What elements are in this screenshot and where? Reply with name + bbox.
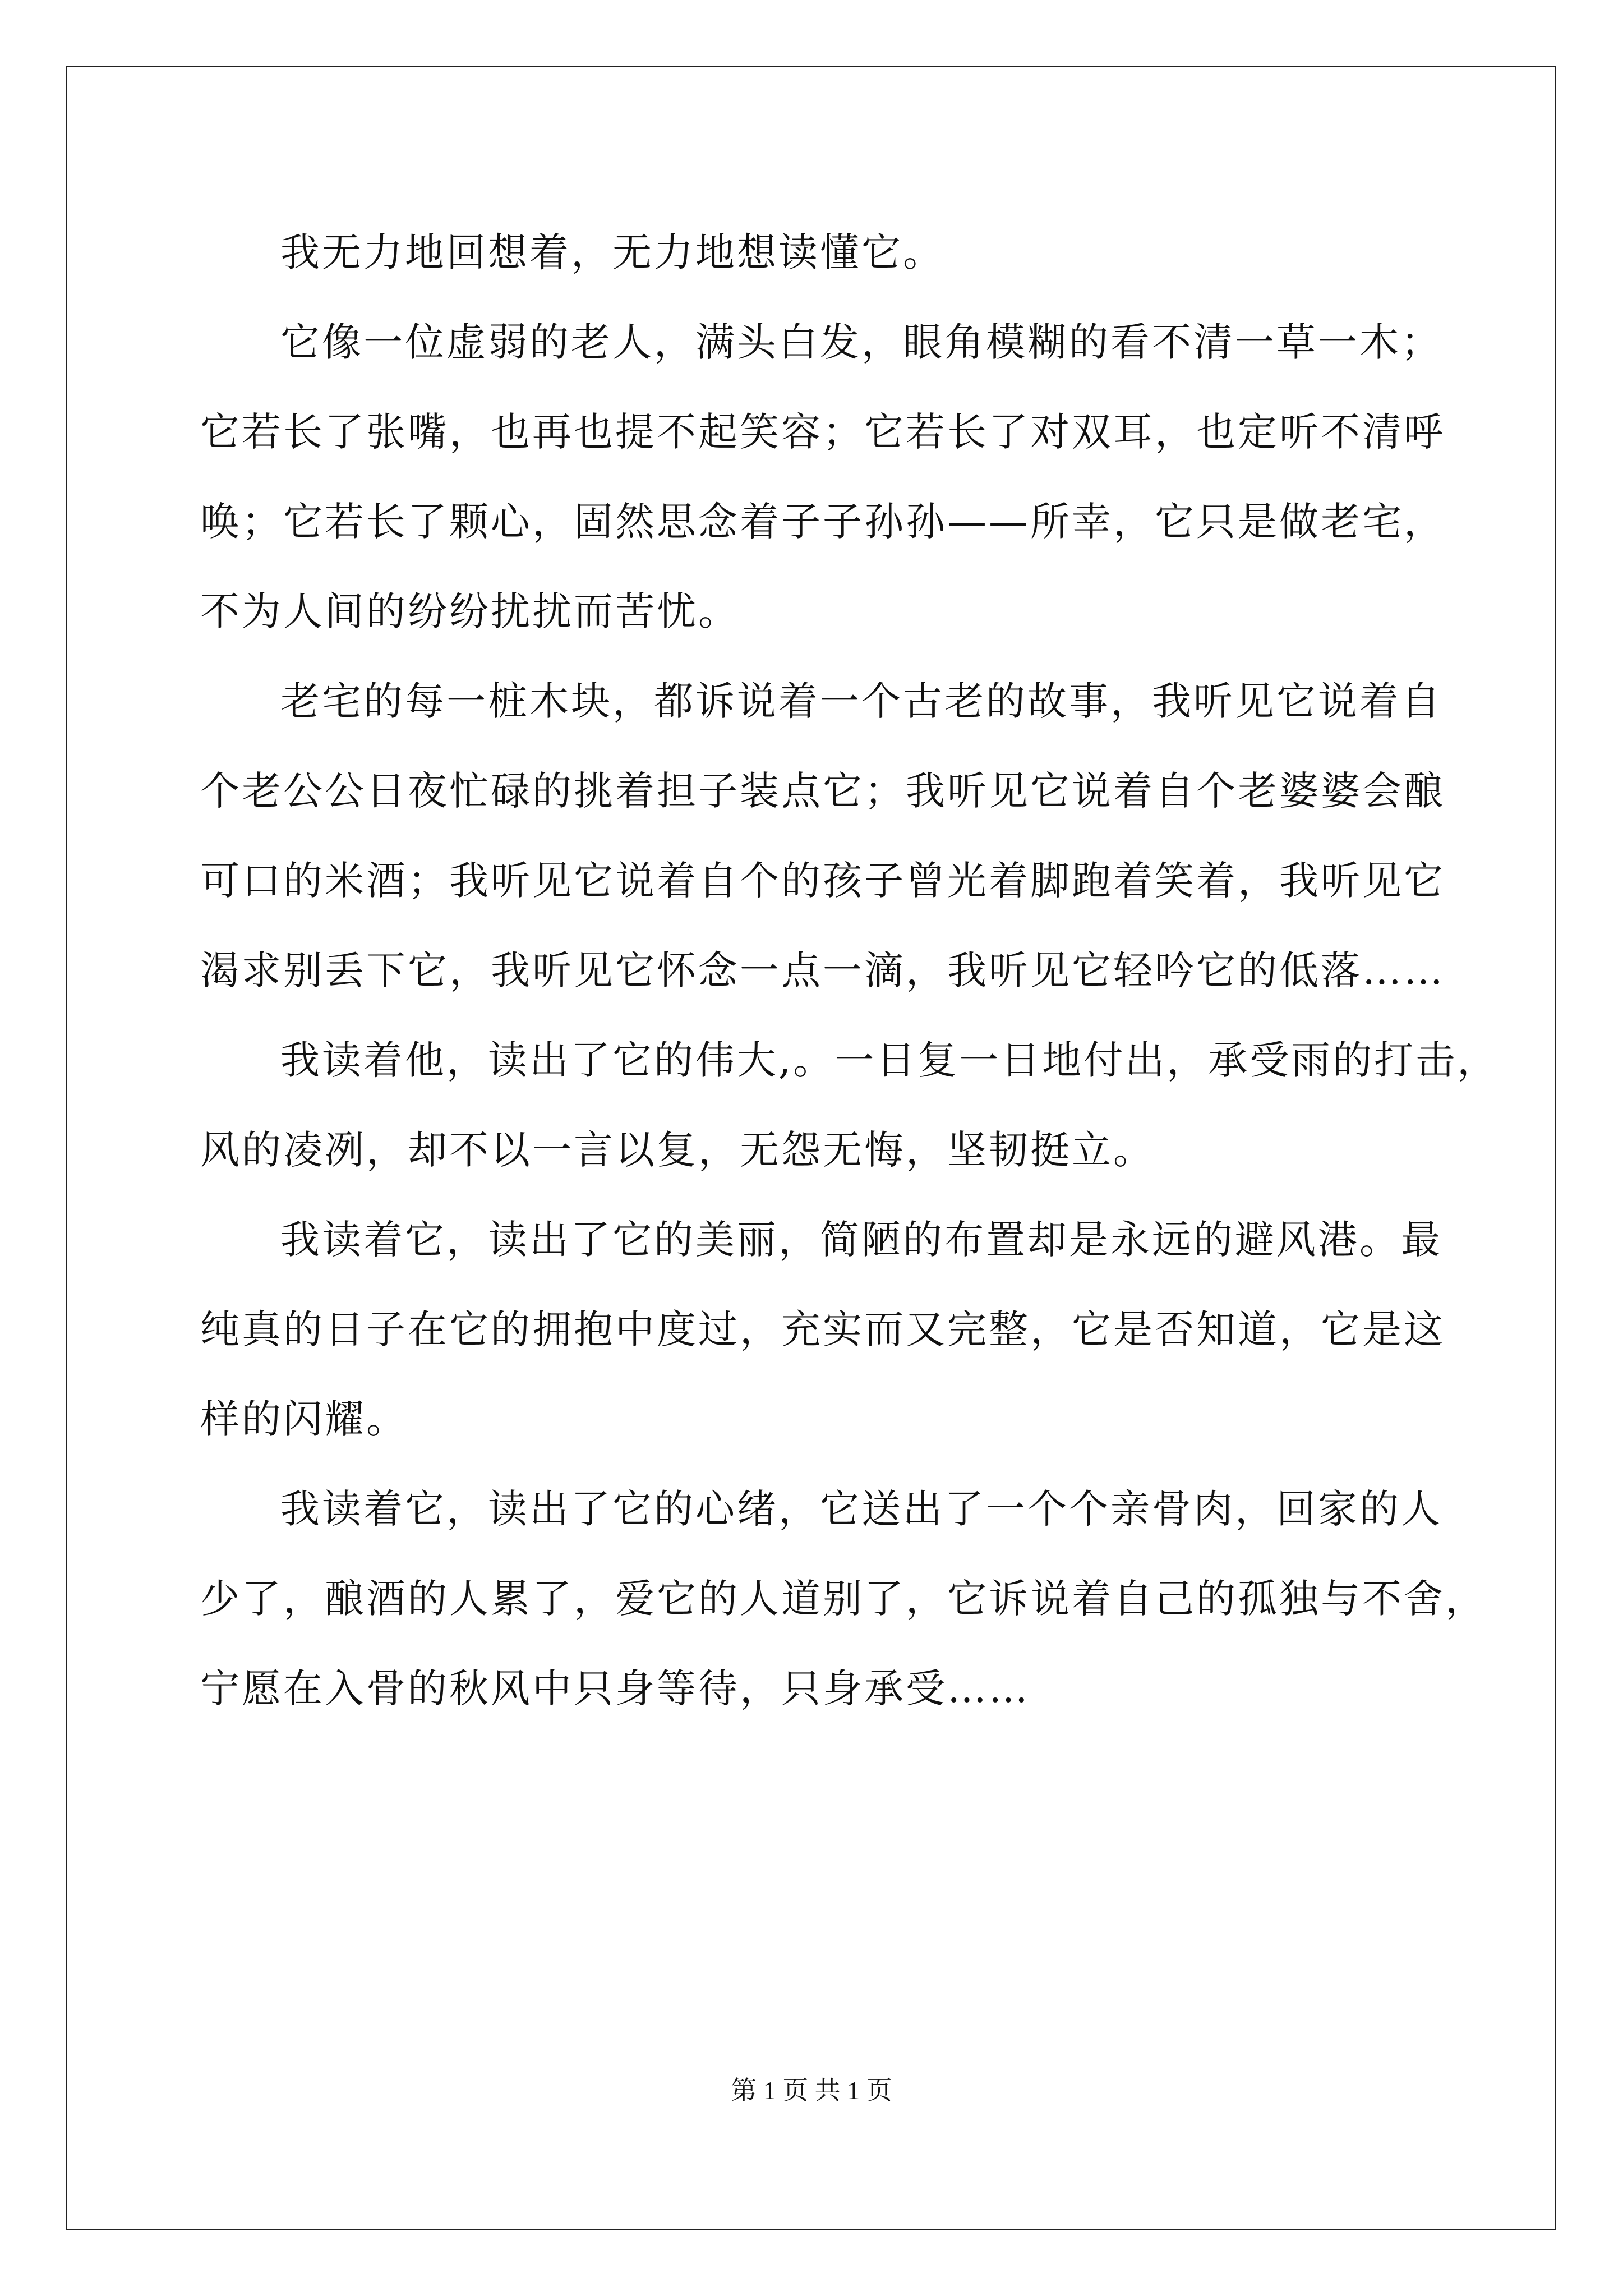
text-line: 个老公公日夜忙碌的挑着担子装点它；我听见它说着自个老婆婆会酿 [200,768,1445,814]
document-body [200,208,1499,1733]
text-line: 老宅的每一桩木块，都诉说着一个古老的故事，我听见它说着自 [280,678,1442,724]
text-line: 我无力地回想着，无力地想读懂它。 [280,229,944,275]
text-line: 风的凌冽，却不以一言以复，无怨无悔，坚韧挺立。 [200,1127,1155,1173]
text-line: 它像一位虚弱的老人，满头白发，眼角模糊的看不清一草一木； [280,319,1442,365]
text-line: 可口的米酒；我听见它说着自个的孩子曾光着脚跑着笑着，我听见它 [200,858,1445,904]
text-line: 唤；它若长了颗心，固然思念着子子孙孙——所幸，它只是做老宅， [200,499,1445,545]
text-line: 我读着他，读出了它的伟大,。一日复一日地付出，承受雨的打击， [280,1037,1499,1083]
text-line: 纯真的日子在它的拥抱中度过，充实而又完整，它是否知道，它是这 [200,1306,1445,1352]
text-line: 渴求别丢下它，我听见它怀念一点一滴，我听见它轻吟它的低落…… [200,947,1445,993]
text-line: 不为人间的纷纷扰扰而苦忧。 [200,588,740,634]
text-line: 我读着它，读出了它的美丽，简陋的布置却是永远的避风港。最 [280,1217,1442,1263]
text-line: 宁愿在入骨的秋风中只身等待，只身承受…… [200,1665,1030,1711]
text-line: 样的闪耀。 [200,1396,408,1442]
text-line: 它若长了张嘴，也再也提不起笑容；它若长了对双耳，也定听不清呼 [200,409,1445,455]
page-footer: 第 1 页 共 1 页 [731,2076,892,2105]
text-line: 少了，酿酒的人累了，爱它的人道别了，它诉说着自己的孤独与不舍， [200,1576,1487,1622]
text-line: 我读着它，读出了它的心绪，它送出了一个个亲骨肉，回家的人 [280,1486,1442,1532]
